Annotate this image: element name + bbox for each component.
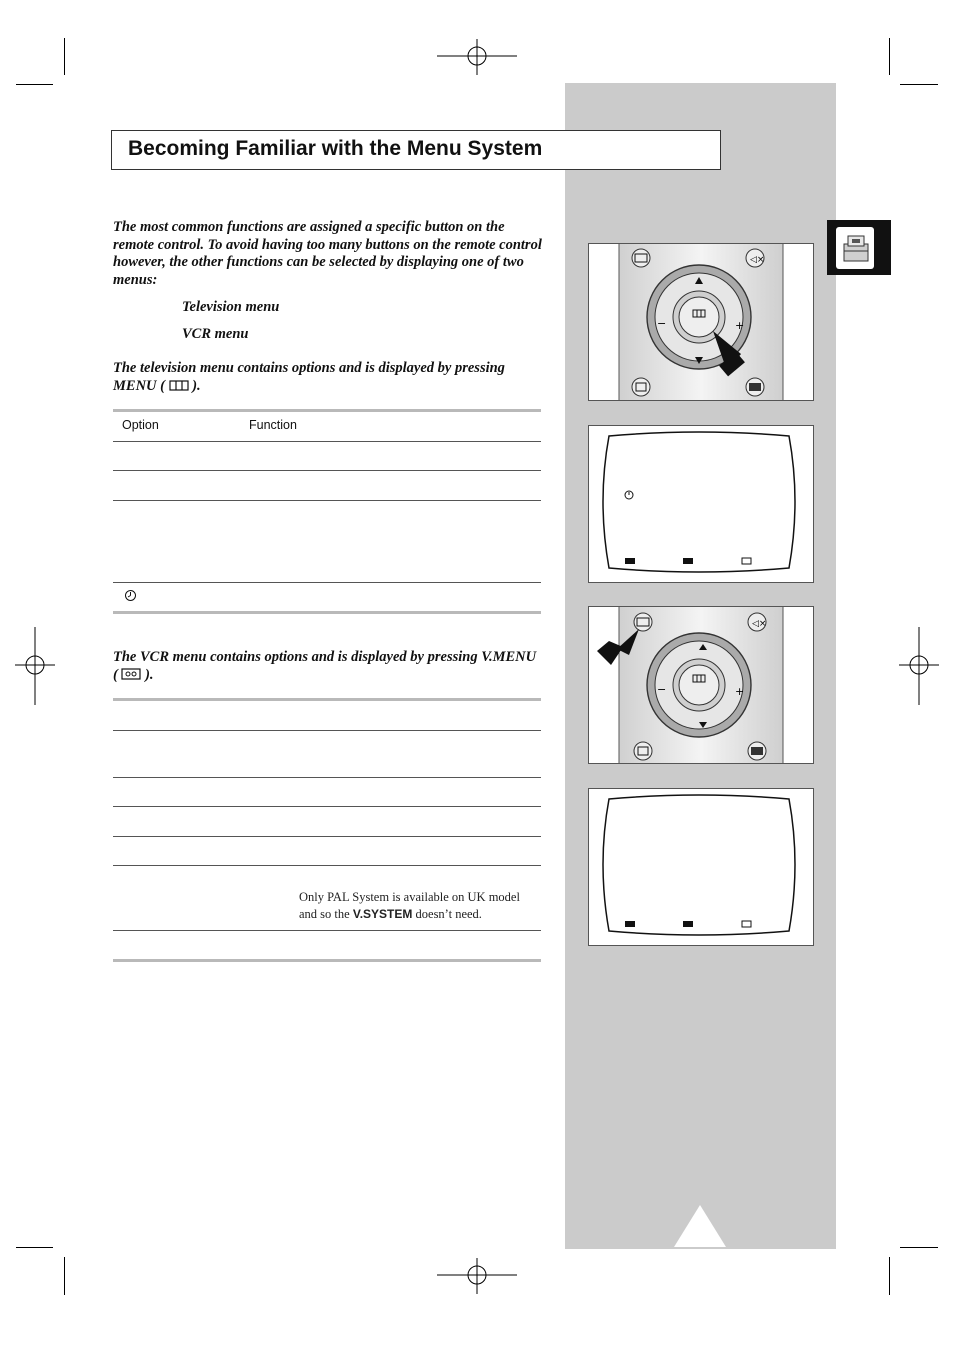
table-bottom-rule xyxy=(113,611,541,614)
menu-list-item: Television menu xyxy=(182,299,280,315)
page-title-box xyxy=(111,130,721,170)
vcr-menu-text-end: ). xyxy=(145,666,154,683)
registration-mark xyxy=(15,627,55,705)
pal-note-text: and so the xyxy=(299,907,353,921)
crop-mark xyxy=(16,1247,53,1248)
crop-mark xyxy=(64,1257,65,1295)
pal-note-line1: Only PAL System is available on UK model xyxy=(299,890,520,904)
svg-text:−: − xyxy=(657,317,667,330)
pal-note-text-end: doesn’t need. xyxy=(412,907,482,921)
table-row-divider xyxy=(113,777,541,778)
crop-mark xyxy=(889,38,890,75)
page-title: Becoming Familiar with the Menu System xyxy=(128,137,543,160)
menu-icon xyxy=(169,380,189,391)
table-row-divider xyxy=(113,500,541,501)
crop-mark xyxy=(889,1257,890,1295)
table-row-divider xyxy=(113,730,541,731)
table-bottom-rule xyxy=(113,959,541,962)
tv-screen-panel xyxy=(588,425,814,583)
registration-mark xyxy=(437,37,517,77)
svg-text:◁×: ◁× xyxy=(750,255,765,265)
remote-panel-menu xyxy=(588,243,814,401)
table-row-divider xyxy=(113,582,541,583)
crop-mark xyxy=(900,84,938,85)
column-header-option: Option xyxy=(122,418,159,432)
tv-vcr-icon xyxy=(836,227,874,269)
table-row-divider xyxy=(113,441,541,442)
svg-text:◁×: ◁× xyxy=(752,619,767,629)
pal-note-line2 xyxy=(299,906,549,923)
table-row-divider xyxy=(113,865,541,866)
svg-text:−: − xyxy=(657,683,667,696)
registration-mark xyxy=(899,627,939,705)
table-row-divider xyxy=(113,930,541,931)
section-tab xyxy=(827,220,891,275)
svg-text:+: + xyxy=(735,685,745,698)
remote-control-illustration xyxy=(589,607,813,763)
tv-screen-illustration xyxy=(589,789,813,945)
remote-control-illustration xyxy=(589,244,813,400)
tv-screen-illustration xyxy=(589,426,813,582)
table-row-divider xyxy=(113,470,541,471)
table-row-divider xyxy=(113,836,541,837)
tv-menu-text-end: ). xyxy=(192,377,201,394)
vcr-menu-paragraph xyxy=(113,649,543,684)
remote-panel-vmenu xyxy=(588,606,814,764)
table-row-divider xyxy=(113,806,541,807)
crop-mark xyxy=(900,1247,938,1248)
vcr-screen-panel xyxy=(588,788,814,946)
cassette-icon xyxy=(121,668,141,680)
menu-list-item: VCR menu xyxy=(182,326,249,342)
v-system-label: V.SYSTEM xyxy=(352,907,413,921)
svg-text:+: + xyxy=(735,319,745,332)
tv-menu-text: The television menu contains options and is displayed by pressing MENU ( xyxy=(113,360,505,394)
table-top-rule xyxy=(113,409,541,412)
intro-paragraph: The most common functions are assigned a specific button on the remote control. To avoid having too many buttons on the remote control however, the other functions can be selected by displaying one of two menus: xyxy=(113,219,542,288)
column-header-function: Function xyxy=(249,418,297,432)
registration-mark xyxy=(437,1256,517,1296)
table-top-rule xyxy=(113,698,541,701)
pal-note xyxy=(299,889,549,923)
page-marker-triangle xyxy=(674,1205,726,1247)
clock-icon xyxy=(124,589,137,602)
crop-mark xyxy=(64,38,65,75)
vcr-menu-text: The VCR menu contains options and is displayed by pressing V.MENU ( xyxy=(113,649,537,683)
tv-menu-paragraph xyxy=(113,360,543,395)
crop-mark xyxy=(16,84,53,85)
